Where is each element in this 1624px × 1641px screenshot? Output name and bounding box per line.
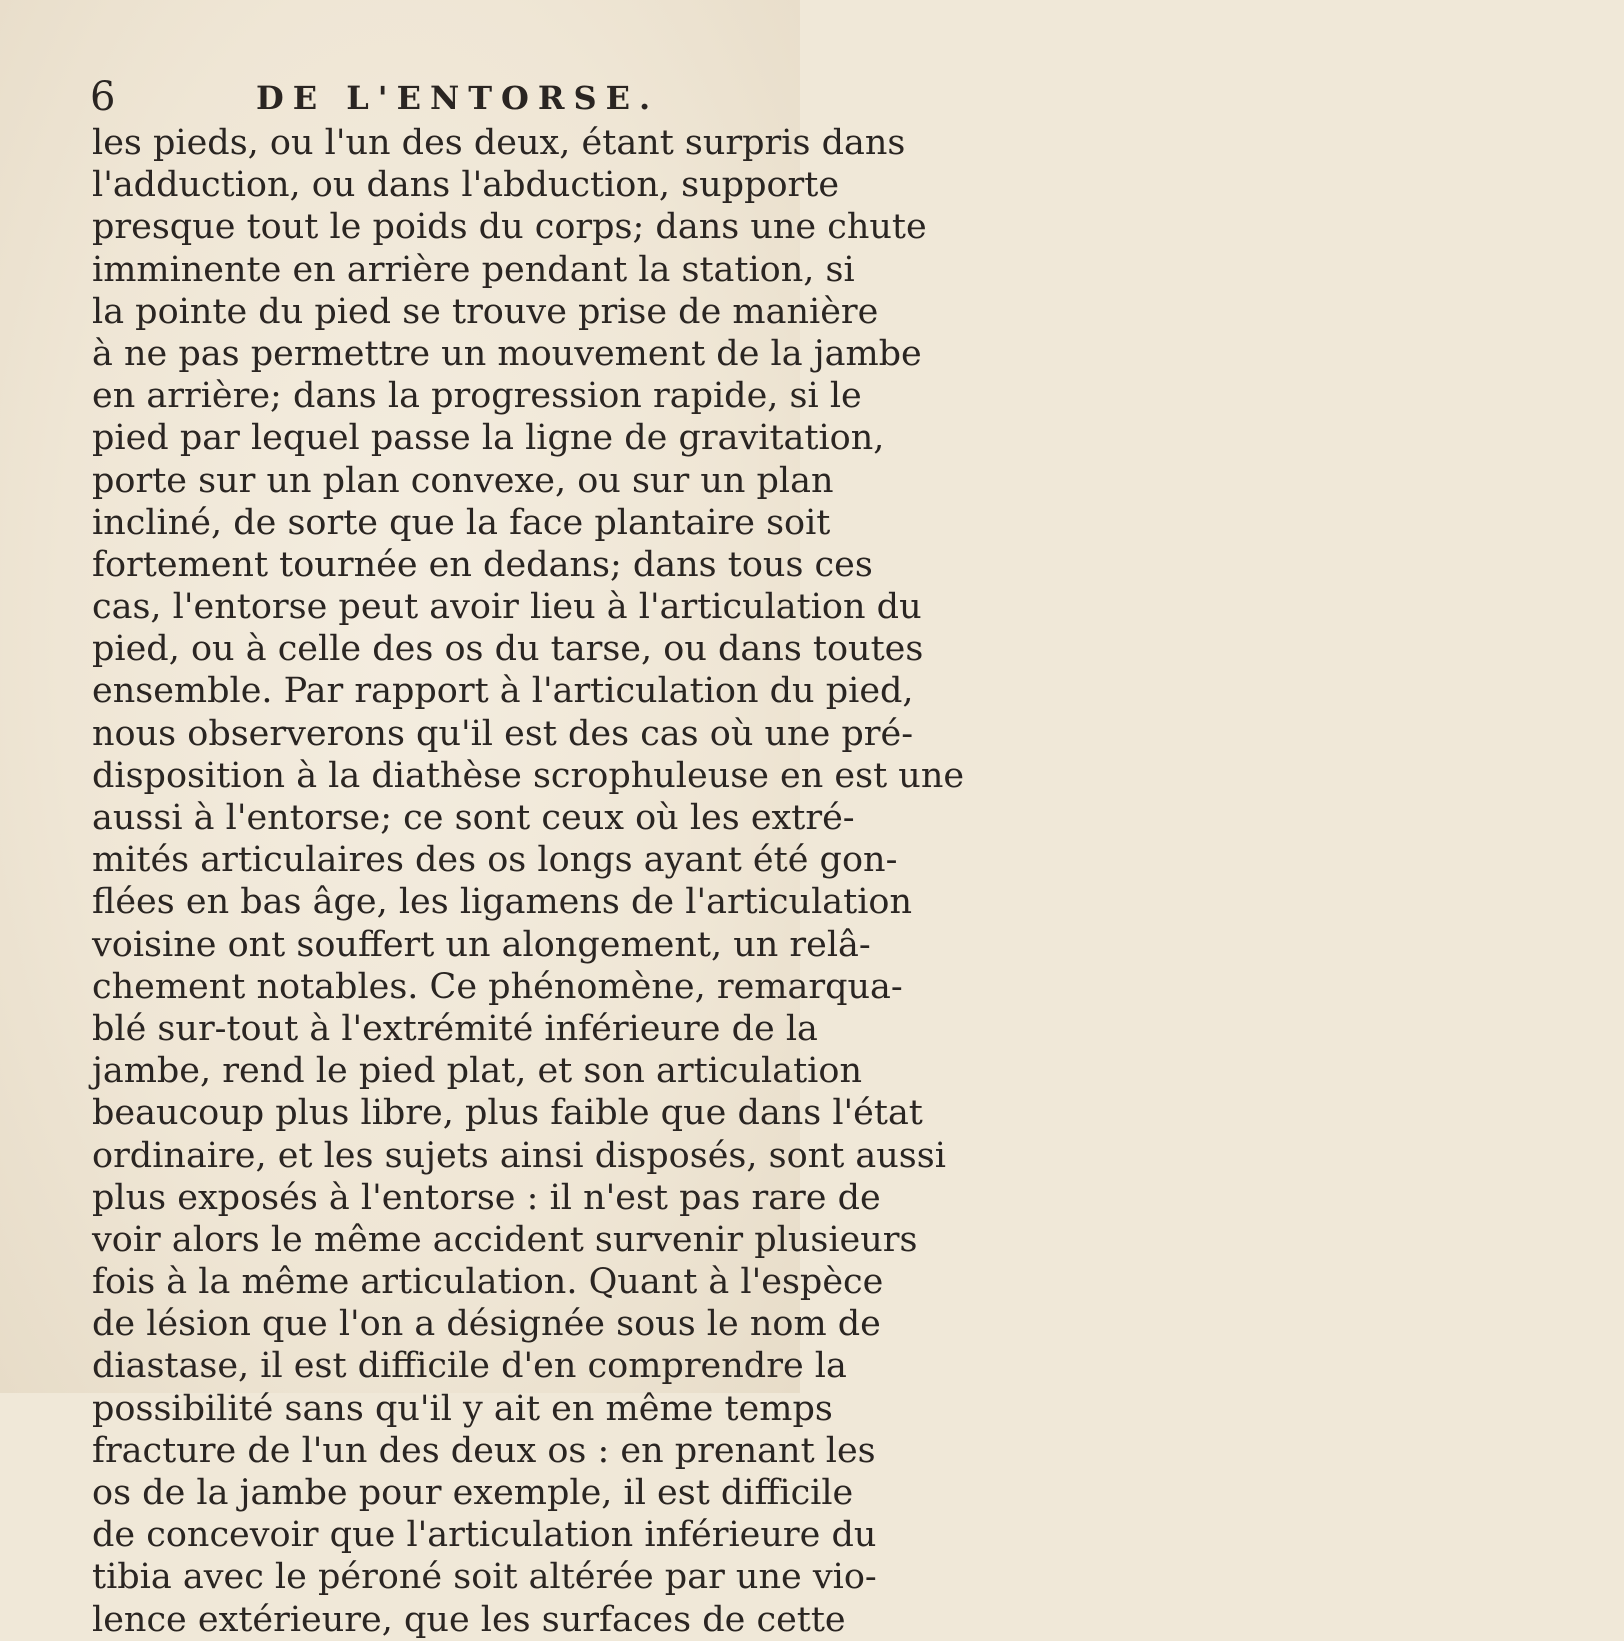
text-line: imminente en arrière pendant la station, si: [92, 249, 855, 290]
text-line: lence extérieure, que les surfaces de cette: [92, 1599, 846, 1640]
text-line: beaucoup plus libre, plus faible que dans l'état: [92, 1093, 923, 1134]
text-line: les pieds, ou l'un des deux, étant surpris dans: [92, 123, 906, 163]
text-line: ordinaire, et les sujets ainsi disposés, sont aussi: [92, 1135, 946, 1176]
page-number: 6: [90, 74, 116, 120]
text-line: cas, l'entorse peut avoir lieu à l'articulation du: [92, 587, 922, 628]
running-title: DE L'ENTORSE.: [256, 79, 660, 117]
text-line: presque tout le poids du corps; dans une chute: [92, 207, 927, 248]
text-line: porte sur un plan convexe, ou sur un plan: [92, 460, 834, 501]
text-line: de lésion que l'on a désignée sous le nom de: [92, 1304, 881, 1345]
text-line: flées en bas âge, les ligamens de l'articulation: [92, 882, 913, 923]
text-line: fortement tournée en dedans; dans tous ces: [92, 544, 873, 585]
text-line: tibia avec le péroné soit altérée par une vio-: [92, 1557, 877, 1598]
text-line: diastase, il est difficile d'en comprendre la: [92, 1346, 847, 1387]
text-line: en arrière; dans la progression rapide, si le: [92, 376, 862, 417]
text-line: nous observerons qu'il est des cas où une pré-: [92, 713, 914, 754]
text-line: voir alors le même accident survenir plusieurs: [92, 1219, 918, 1260]
text-line: la pointe du pied se trouve prise de manière: [92, 291, 879, 332]
text-line: blé sur-tout à l'extrémité inférieure de la: [92, 1008, 818, 1049]
text-line: à ne pas permettre un mouvement de la jambe: [92, 333, 922, 374]
text-line: jambe, rend le pied plat, et son articulation: [92, 1051, 862, 1092]
text-line: mités articulaires des os longs ayant été gon-: [92, 840, 898, 881]
text-line: voisine ont souffert un alongement, un relâ-: [92, 924, 871, 965]
text-line: possibilité sans qu'il y ait en même temps: [92, 1388, 833, 1429]
text-line: incliné, de sorte que la face plantaire soit: [92, 502, 831, 543]
text-line: l'adduction, ou dans l'abduction, supporte: [92, 165, 840, 206]
text-line: pied par lequel passe la ligne de gravitation,: [92, 418, 885, 459]
text-line: chement notables. Ce phénomène, remarqua-: [92, 966, 903, 1007]
text-line: plus exposés à l'entorse : il n'est pas rare de: [92, 1177, 881, 1218]
text-line: ensemble. Par rapport à l'articulation du pied,: [92, 671, 914, 712]
text-line: disposition à la diathèse scrophuleuse en est une: [92, 755, 965, 796]
text-line: pied, ou à celle des os du tarse, ou dans toutes: [92, 629, 924, 670]
text-line: de concevoir que l'articulation inférieure du: [92, 1515, 877, 1556]
text-line: fracture de l'un des deux os : en prenant les: [92, 1430, 876, 1471]
text-line: fois à la même articulation. Quant à l'espèce: [92, 1262, 884, 1303]
page-header: [88, 72, 748, 122]
text-line: os de la jambe pour exemple, il est difficile: [92, 1473, 854, 1513]
text-line: aussi à l'entorse; ce sont ceux où les extré-: [92, 798, 855, 838]
body-text: [92, 122, 965, 1641]
